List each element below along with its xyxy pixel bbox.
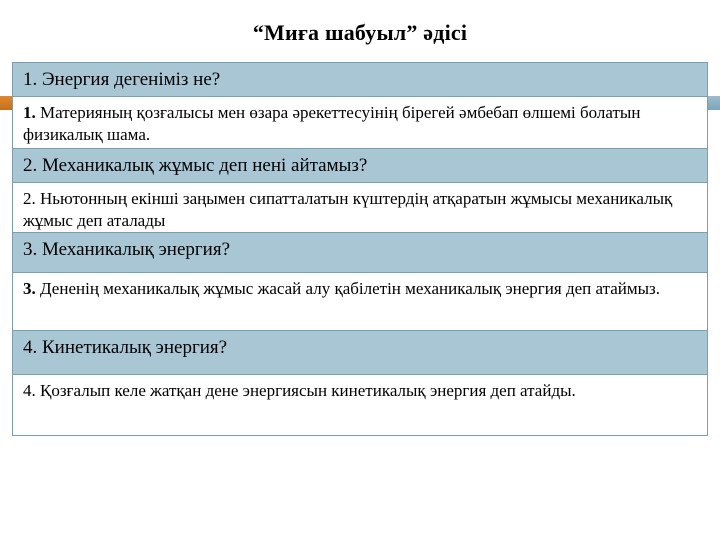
question-text: 4. Кинетикалық энергия?: [23, 337, 228, 358]
answer-lead: 3.: [23, 279, 36, 298]
page-title: “Миға шабуыл” әдісі: [252, 20, 468, 45]
table-row: [13, 375, 707, 435]
table-row: [13, 273, 707, 331]
qa-table: [12, 62, 708, 436]
question-text: 3. Механикалық энергия?: [23, 239, 231, 260]
table-row: [13, 331, 707, 375]
answer-text: 4. Қозғалып келе жатқан дене энергиясын кинетикалық энергия деп атайды.: [23, 381, 576, 400]
table-row: [13, 233, 707, 273]
table-row: [13, 97, 707, 149]
answer-text: 2. Ньютонның екінші заңымен сипатталатын күштердің атқаратын жұмысы механикалық жұмыс деп аталады: [23, 189, 673, 230]
table-row: [13, 149, 707, 183]
question-text: 2. Механикалық жұмыс деп нені айтамыз?: [23, 155, 368, 176]
answer-text: Материяның қозғалысы мен өзара әрекеттесуінің бірегей әмбебап өлшемі болатын физикалық шама.: [23, 103, 641, 144]
table-row: [13, 63, 707, 97]
answer-text: Дененің механикалық жұмыс жасай алу қабілетін механикалық энергия деп атаймыз.: [35, 279, 661, 298]
question-text: 1. Энергия дегеніміз не?: [23, 69, 221, 90]
answer-lead: 1.: [23, 103, 36, 122]
table-row: [13, 183, 707, 233]
